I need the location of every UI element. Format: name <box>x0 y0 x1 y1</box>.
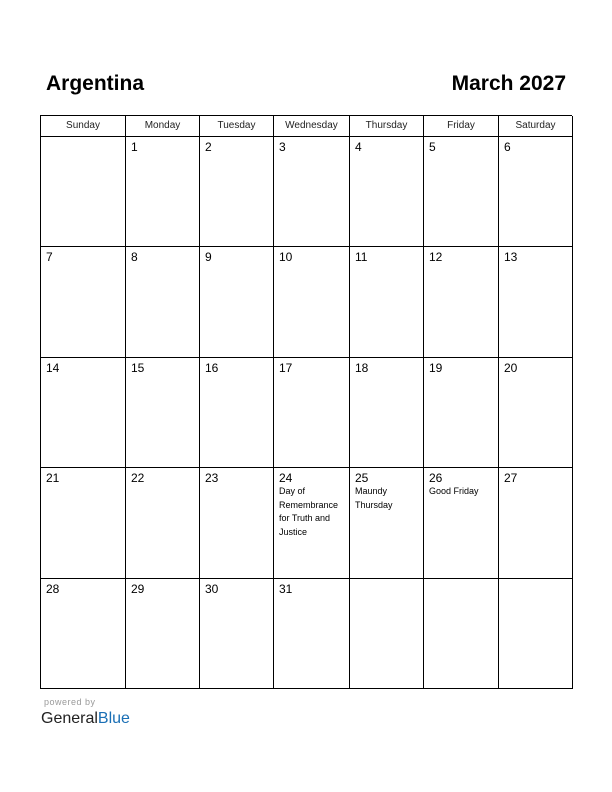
holiday-label: Day of Remembrance for Truth and Justice <box>279 486 339 537</box>
day-cell <box>200 247 274 357</box>
day-cell <box>350 247 424 357</box>
day-number: 28 <box>46 581 60 596</box>
logo-general-text: General <box>41 710 98 727</box>
day-number: 29 <box>131 581 145 596</box>
day-cell <box>274 247 350 357</box>
day-cell <box>424 468 499 578</box>
weekday-header-tuesday: Tuesday <box>200 116 274 137</box>
weekday-header-monday: Monday <box>126 116 200 137</box>
day-number: 23 <box>205 471 219 486</box>
day-cell <box>41 358 126 468</box>
day-number: 11 <box>355 250 368 265</box>
day-cell <box>499 137 573 247</box>
day-cell <box>126 358 200 468</box>
day-number: 8 <box>131 250 138 265</box>
country-title: Argentina <box>46 72 145 95</box>
day-number: 2 <box>205 140 212 154</box>
day-cell <box>499 468 573 578</box>
weekday-header-wednesday: Wednesday <box>274 116 350 137</box>
day-cell <box>350 137 424 247</box>
month-title: March 2027 <box>451 72 566 95</box>
day-cell <box>41 579 126 689</box>
weekday-header-friday: Friday <box>424 116 499 137</box>
day-cell <box>126 468 200 578</box>
day-cell <box>126 137 200 247</box>
day-number: 20 <box>504 360 518 375</box>
day-number: 30 <box>205 581 219 596</box>
day-cell <box>424 358 499 468</box>
day-number: 17 <box>279 360 293 375</box>
day-cell <box>200 468 274 578</box>
day-number: 1 <box>131 140 138 154</box>
day-number: 22 <box>131 471 145 486</box>
day-cell <box>274 358 350 468</box>
generalblue-logo <box>41 709 130 729</box>
day-number: 4 <box>355 140 362 154</box>
day-cell <box>41 468 126 578</box>
day-cell <box>350 358 424 468</box>
empty-day-cell <box>41 137 126 247</box>
day-number: 16 <box>205 360 219 375</box>
logo-blue-text: Blue <box>97 710 130 727</box>
day-number: 10 <box>279 250 293 265</box>
day-number: 13 <box>504 250 518 265</box>
day-cell <box>200 358 274 468</box>
day-number: 15 <box>131 360 145 375</box>
holiday-label: Maundy Thursday <box>355 486 393 510</box>
day-number: 14 <box>46 360 60 375</box>
day-cell <box>274 579 350 689</box>
day-number: 27 <box>504 471 518 486</box>
day-number: 7 <box>46 250 53 265</box>
holiday-label: Good Friday <box>429 486 479 497</box>
day-number: 19 <box>429 360 443 375</box>
empty-day-cell <box>350 579 424 689</box>
day-cell <box>200 137 274 247</box>
day-number: 6 <box>504 140 511 154</box>
day-number: 26 <box>429 471 443 486</box>
day-cell <box>274 137 350 247</box>
day-cell <box>424 247 499 357</box>
day-number: 18 <box>355 360 369 375</box>
day-number: 12 <box>429 250 443 265</box>
day-cell <box>350 468 424 578</box>
day-cell <box>274 468 350 578</box>
weekday-header-saturday: Saturday <box>499 116 573 137</box>
day-number: 3 <box>279 140 286 154</box>
day-cell <box>126 247 200 357</box>
day-number: 9 <box>205 250 212 265</box>
day-cell <box>126 579 200 689</box>
calendar-grid <box>40 115 572 689</box>
weekday-header-thursday: Thursday <box>350 116 424 137</box>
day-number: 24 <box>279 471 293 486</box>
day-number: 5 <box>429 140 436 154</box>
day-cell <box>200 579 274 689</box>
day-cell <box>424 137 499 247</box>
day-cell <box>499 358 573 468</box>
empty-day-cell <box>499 579 573 689</box>
day-cell <box>499 247 573 357</box>
day-number: 25 <box>355 471 369 486</box>
powered-by-text: powered by <box>44 697 96 707</box>
footer-brand <box>41 697 130 729</box>
weekday-header-sunday: Sunday <box>41 116 126 137</box>
day-number: 21 <box>46 471 60 486</box>
day-cell <box>41 247 126 357</box>
day-number: 31 <box>279 581 293 596</box>
empty-day-cell <box>424 579 499 689</box>
